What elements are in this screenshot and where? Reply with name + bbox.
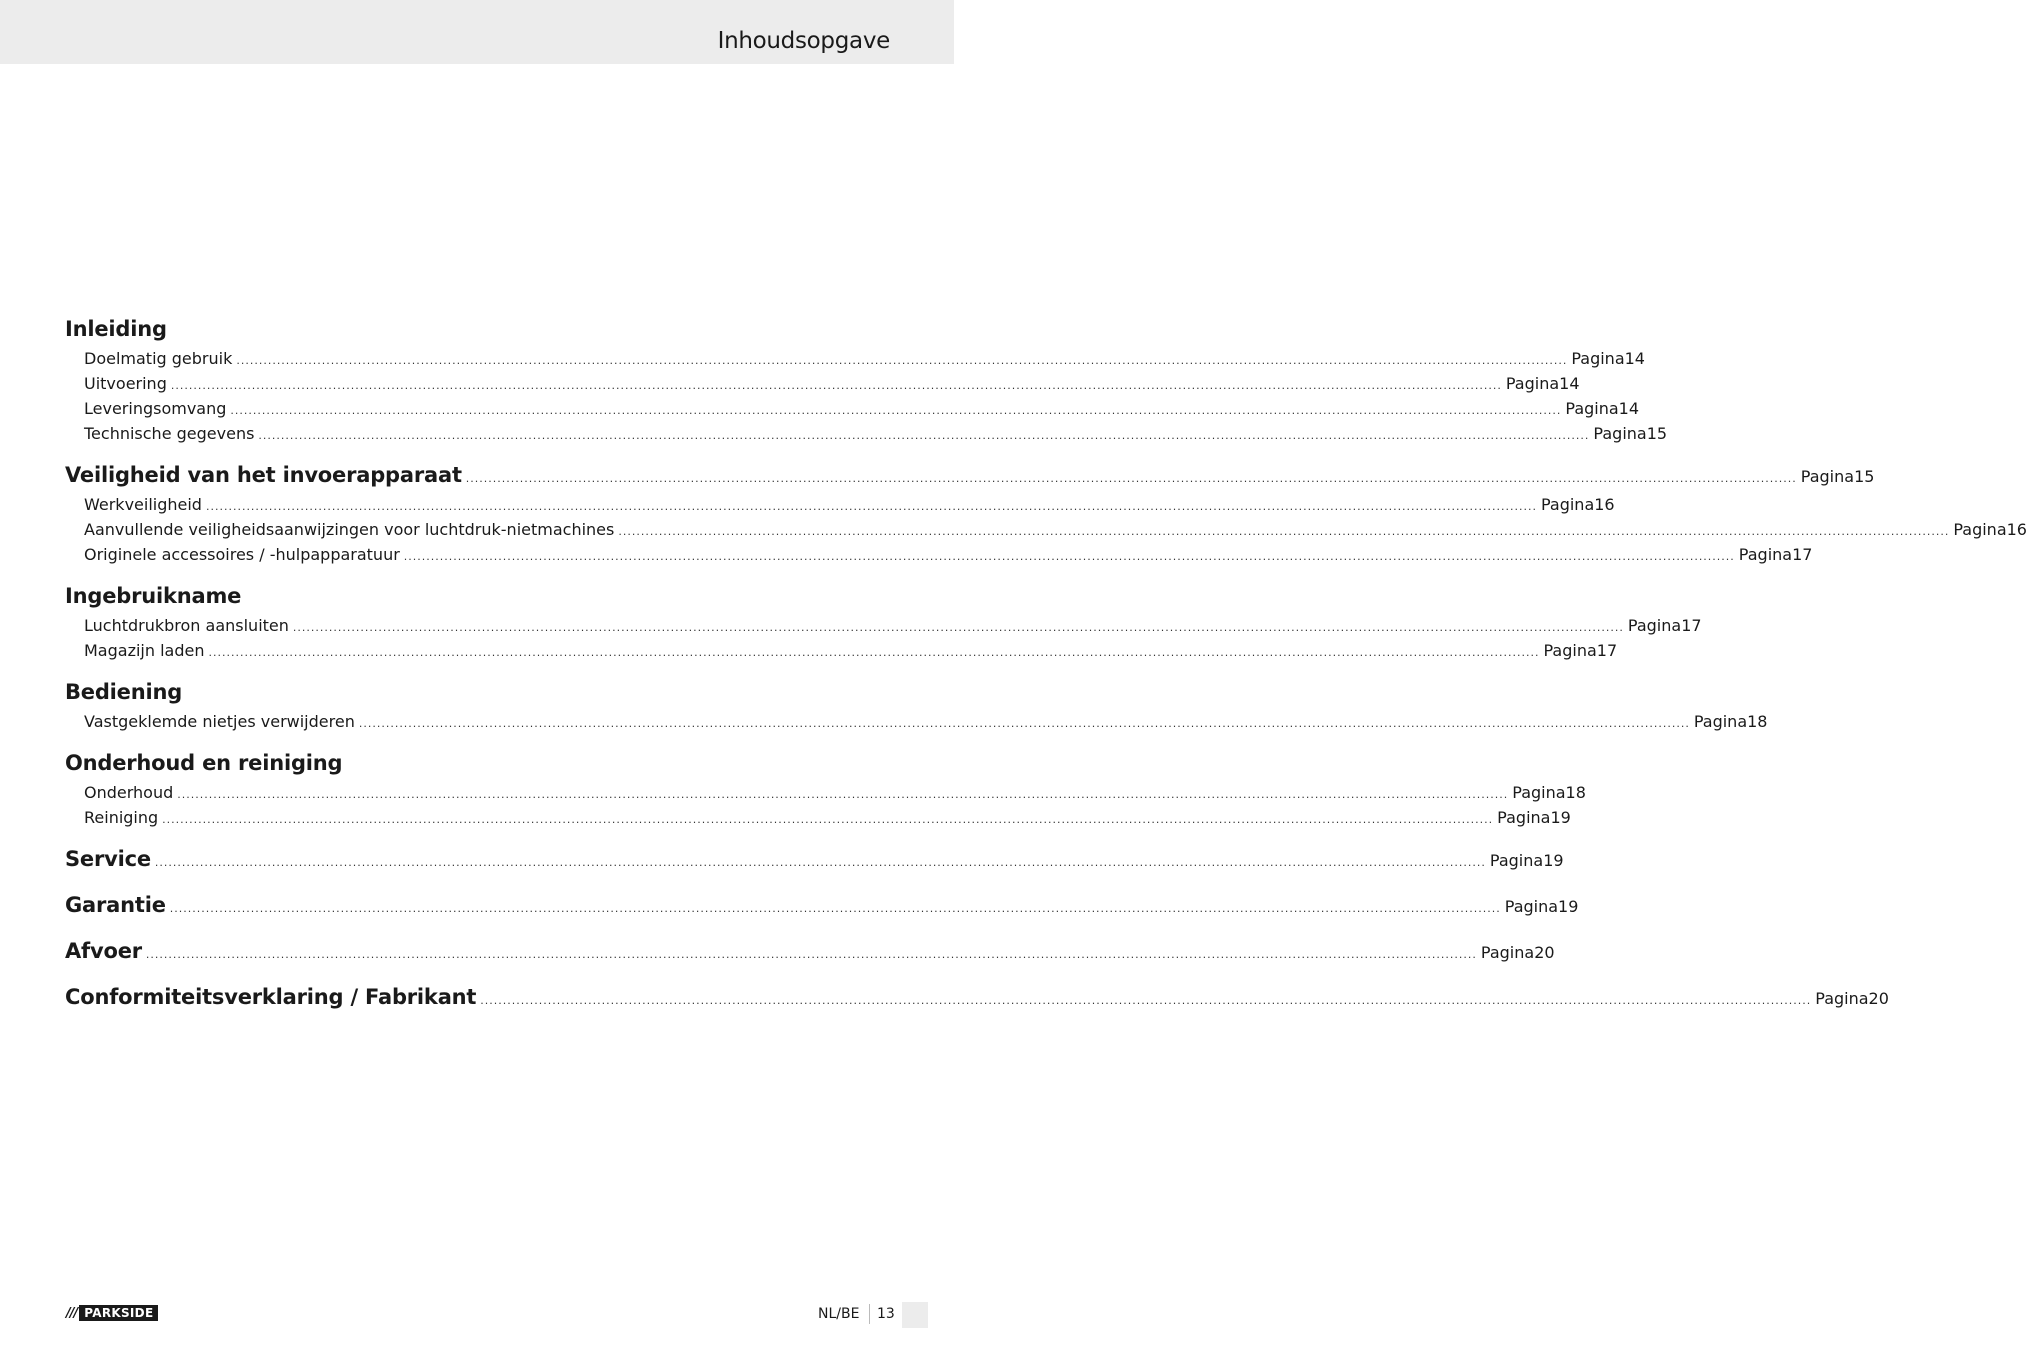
toc-entry xyxy=(65,396,1640,421)
toc-entry-title: Aanvullende veiligheidsaanwijzingen voor luchtdruk-nietmachines xyxy=(84,520,615,539)
dot-leader: ........................................................................................................................................................................................................................................................................................................ xyxy=(236,354,1568,367)
dot-leader: ........................................................................................................................................................................................................................................................................................................ xyxy=(208,646,1540,659)
section-heading xyxy=(65,312,889,346)
page-number: 16 xyxy=(1594,495,1615,514)
page-number: 15 xyxy=(1646,424,1668,443)
page-number: 20 xyxy=(1534,943,1555,962)
toc-section xyxy=(65,980,1889,1014)
page-label: Pagina xyxy=(1497,808,1551,827)
page-label: Pagina xyxy=(1815,989,1869,1008)
toc-entry xyxy=(65,780,1586,805)
dot-leader: ........................................................................................................................................................................................................................................................................................................ xyxy=(205,500,1537,513)
footer-locale: NL/BE xyxy=(818,1306,860,1322)
page-number: 19 xyxy=(1558,897,1579,916)
section-heading-title: Afvoer xyxy=(65,939,142,963)
dot-leader: ........................................................................................................................................................................................................................................................................................................ xyxy=(465,472,1797,485)
page-number: 16 xyxy=(2006,520,2027,539)
page-number: 19 xyxy=(1543,851,1564,870)
page-number: 17 xyxy=(1681,616,1702,635)
page-label: Pagina xyxy=(1512,783,1566,802)
toc-entry xyxy=(65,517,2027,542)
page-label: Pagina xyxy=(1738,545,1793,564)
dot-leader: ........................................................................................................................................................................................................................................................................................................ xyxy=(177,788,1509,801)
toc-section xyxy=(65,675,1768,734)
dot-leader: ........................................................................................................................................................................................................................................................................................................ xyxy=(358,717,1690,730)
page-label: Pagina xyxy=(1505,374,1560,393)
toc-entry xyxy=(65,421,1668,446)
footer-divider xyxy=(869,1304,870,1324)
page-label: Pagina xyxy=(1489,851,1544,870)
toc-section xyxy=(65,842,1564,876)
page-label: Pagina xyxy=(1800,467,1855,486)
section-heading xyxy=(65,980,1889,1014)
toc-entry-title: Uitvoering xyxy=(84,374,167,393)
page-label: Pagina xyxy=(1693,712,1748,731)
toc-section xyxy=(65,746,1586,830)
toc-entry-title: Onderhoud xyxy=(84,783,174,802)
page-number: 17 xyxy=(1792,545,1813,564)
toc-entry-title: Reiniging xyxy=(84,808,159,827)
section-heading-title: Ingebruikname xyxy=(65,584,242,608)
toc-entry-title: Luchtdrukbron aansluiten xyxy=(84,616,289,635)
toc-entry-title: Originele accessoires / -hulpapparatuur xyxy=(84,545,400,564)
section-heading xyxy=(65,675,889,709)
toc-entry-title: Magazijn laden xyxy=(84,641,205,660)
section-heading xyxy=(65,888,1579,922)
dot-leader: ........................................................................................................................................................................................................................................................................................................ xyxy=(170,379,1502,392)
toc-entry xyxy=(65,613,1702,638)
dot-leader: ........................................................................................................................................................................................................................................................................................................ xyxy=(480,994,1812,1007)
toc-entry-title: Vastgeklemde nietjes verwijderen xyxy=(84,712,355,731)
section-heading-title: Conformiteitsverklaring / Fabrikant xyxy=(65,985,477,1009)
toc-section xyxy=(65,934,1555,968)
toc-entry-title: Leveringsomvang xyxy=(84,399,227,418)
section-heading-title: Bediening xyxy=(65,680,183,704)
dot-leader: ........................................................................................................................................................................................................................................................................................................ xyxy=(403,550,1735,563)
toc-entry xyxy=(65,709,1768,734)
section-heading-title: Garantie xyxy=(65,893,166,917)
toc-entry-title: Doelmatig gebruik xyxy=(84,349,233,368)
section-heading-title: Veiligheid van het invoerapparaat xyxy=(65,463,462,487)
brand-slashes: /// xyxy=(66,1305,78,1321)
page-number: 18 xyxy=(1747,712,1768,731)
dot-leader: ........................................................................................................................................................................................................................................................................................................ xyxy=(258,429,1590,442)
toc-section xyxy=(65,458,2027,567)
section-heading-title: Inleiding xyxy=(65,317,167,341)
footer-page-number: 13 xyxy=(877,1306,895,1322)
page-label: Pagina xyxy=(1565,399,1619,418)
page-number: 14 xyxy=(1559,374,1580,393)
dot-leader: ........................................................................................................................................................................................................................................................................................................ xyxy=(154,856,1486,869)
toc-entry-title: Werkveiligheid xyxy=(84,495,202,514)
page-number: 18 xyxy=(1565,783,1586,802)
page-label: Pagina xyxy=(1540,495,1595,514)
brand-logo xyxy=(66,1305,158,1321)
dot-leader: ........................................................................................................................................................................................................................................................................................................ xyxy=(145,948,1477,961)
toc-entry xyxy=(65,346,1645,371)
page-title: Inhoudsopgave xyxy=(717,28,890,54)
page-number: 15 xyxy=(1854,467,1875,486)
section-heading xyxy=(65,458,1875,492)
toc-entry xyxy=(65,371,1580,396)
toc-section xyxy=(65,312,1668,446)
section-heading-title: Service xyxy=(65,847,151,871)
toc-entry xyxy=(65,638,1618,663)
section-heading xyxy=(65,934,1555,968)
dot-leader: ........................................................................................................................................................................................................................................................................................................ xyxy=(169,902,1501,915)
dot-leader: ........................................................................................................................................................................................................................................................................................................ xyxy=(162,813,1494,826)
toc-entry xyxy=(65,805,1571,830)
toc-section xyxy=(65,579,1702,663)
page-label: Pagina xyxy=(1627,616,1682,635)
brand-name: PARKSIDE xyxy=(79,1305,158,1321)
dot-leader: ........................................................................................................................................................................................................................................................................................................ xyxy=(292,621,1624,634)
page-label: Pagina xyxy=(1571,349,1625,368)
page-label: Pagina xyxy=(1543,641,1597,660)
page-number: 20 xyxy=(1868,989,1889,1008)
dot-leader: ........................................................................................................................................................................................................................................................................................................ xyxy=(230,404,1562,417)
section-heading xyxy=(65,746,889,780)
page-label: Pagina xyxy=(1953,520,2007,539)
toc-section xyxy=(65,888,1579,922)
page-label: Pagina xyxy=(1504,897,1559,916)
section-heading-title: Onderhoud en reiniging xyxy=(65,751,343,775)
toc-entry xyxy=(65,542,1813,567)
section-heading xyxy=(65,579,889,613)
page-label: Pagina xyxy=(1480,943,1535,962)
toc-entry-title: Technische gegevens xyxy=(84,424,255,443)
section-heading xyxy=(65,842,1564,876)
page-number: 19 xyxy=(1550,808,1571,827)
table-of-contents xyxy=(65,312,2027,1026)
footer-tab xyxy=(902,1302,928,1328)
page-number: 17 xyxy=(1596,641,1618,660)
page-number: 14 xyxy=(1624,349,1645,368)
page-label: Pagina xyxy=(1593,424,1647,443)
toc-entry xyxy=(65,492,1615,517)
dot-leader: ........................................................................................................................................................................................................................................................................................................ xyxy=(618,525,1950,538)
page-number: 14 xyxy=(1618,399,1640,418)
